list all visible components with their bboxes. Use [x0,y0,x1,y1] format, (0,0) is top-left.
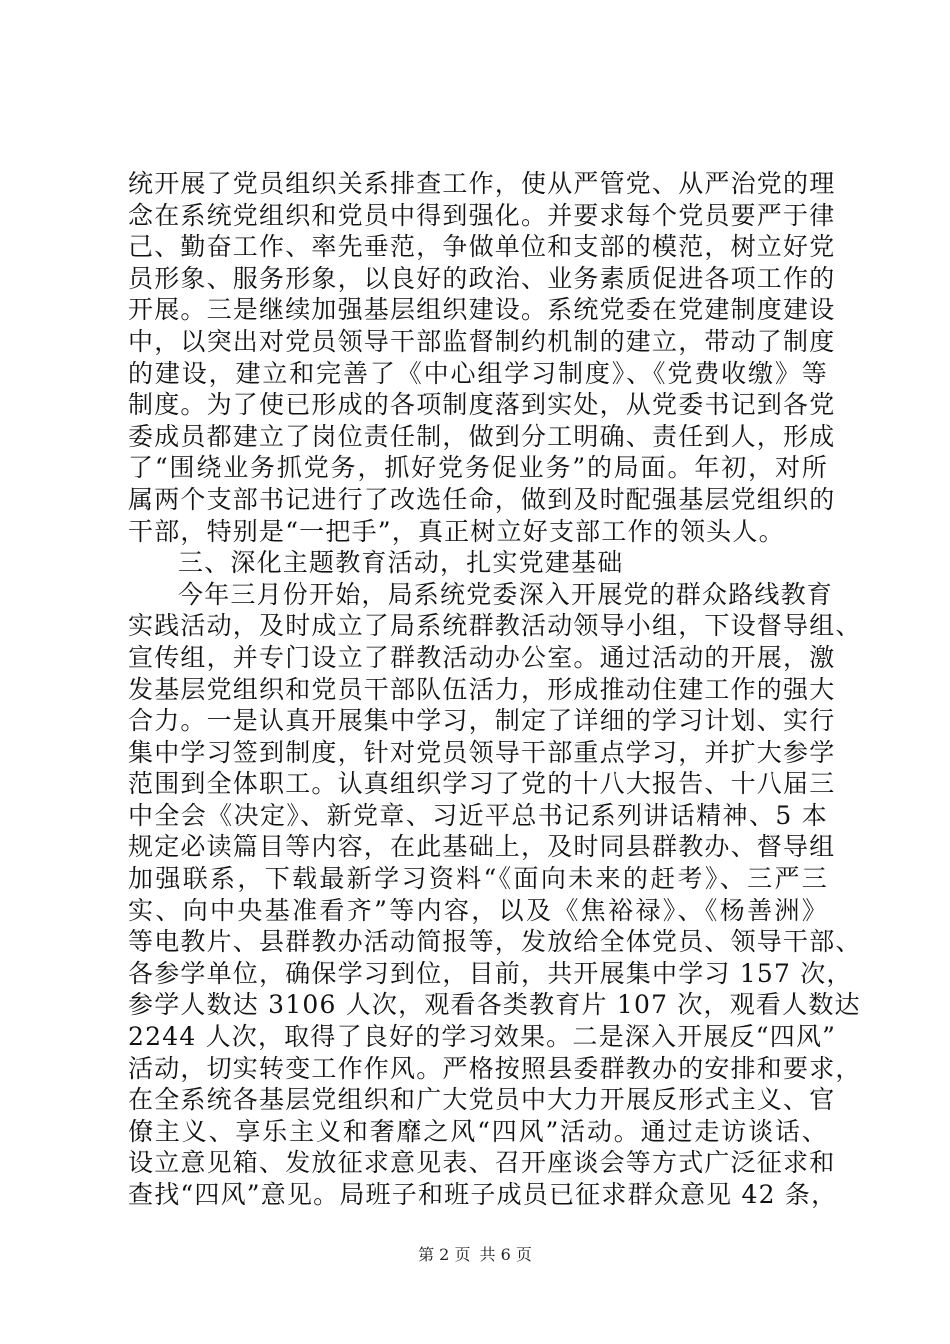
text-line: 中，以突出对党员领导干部监督制约机制的建立，带动了制度 [128,326,836,356]
text-line: 各参学单位，确保学习到位，目前，共开展集中学习 157 次， [128,958,853,988]
text-line: 2244 人次，取得了良好的学习效果。二是深入开展反“四风” [128,1022,837,1052]
text-line: 的建设，建立和完善了《中心组学习制度》、《党费收缴》等 [128,358,828,388]
text-line: 念在系统党组织和党员中得到强化。并要求每个党员要严于律 [128,200,836,230]
text-line: 己、勤奋工作、率先垂范，争做单位和支部的模范，树立好党 [128,232,836,262]
text-line: 今年三月份开始，局系统党委深入开展党的群众路线教育 [178,579,834,609]
text-line: 查找“四风”意见。局班子和班子成员已征求群众意见 42 条， [128,1180,838,1209]
text-line: 活动，切实转变工作作风。严格按照县委群教办的安排和要求， [128,1053,862,1083]
document-body [128,168,862,1211]
page-total: 共 6 页 [479,1245,532,1264]
text-line: 在全系统各基层党组织和广大党员中大力开展反形式主义、官 [128,1085,836,1115]
text-line: 合力。一是认真开展集中学习，制定了详细的学习计划、实行 [128,706,836,736]
text-line: 干部，特别是“一把手”，真正树立好支部工作的领头人。 [128,516,785,546]
text-line: 集中学习签到制度，针对党员领导干部重点学习，并扩大参学 [128,737,836,767]
text-line: 实践活动，及时成立了局系统群教活动领导小组，下设督导组、 [128,611,862,641]
page-footer [0,1242,950,1265]
text-line: 参学人数达 3106 人次，观看各类教育片 107 次，观看人数达 [128,990,861,1020]
page-number: 第 2 页 [418,1245,471,1264]
text-line: 等电教片、县群教办活动简报等，发放给全体党员、领导干部、 [128,927,862,957]
text-line: 宣传组，并专门设立了群教活动办公室。通过活动的开展，激 [128,642,836,672]
text-line: 中全会《决定》、新党章、习近平总书记系列讲话精神、5 本 [128,800,828,830]
text-line: 制度。为了使已形成的各项制度落到实处，从党委书记到各党 [128,390,836,420]
text-line: 实、向中央基准看齐”等内容，以及《焦裕禄》、《杨善洲》 [128,895,828,925]
text-line: 僚主义、享乐主义和奢靡之风“四风”活动。通过走访谈话、 [128,1116,828,1146]
text-line: 统开展了党员组织关系排查工作，使从严管党、从严治党的理 [128,169,836,198]
text-line: 设立意见箱、发放征求意见表、召开座谈会等方式广泛征求和 [128,1148,836,1178]
text-line: 委成员都建立了岗位责任制，做到分工明确、责任到人，形成 [128,421,836,451]
text-line: 加强联系，下载最新学习资料“《面向未来的赶考》、三严三 [128,864,828,894]
text-line: 属两个支部书记进行了改选任命，做到及时配强基层党组织的 [128,484,836,514]
text-line: 了“围绕业务抓党务，抓好党务促业务”的局面。年初，对所 [128,453,828,483]
text-line: 开展。三是继续加强基层组织建设。系统党委在党建制度建设 [128,295,836,325]
text-line: 员形象、服务形象，以良好的政治、业务素质促进各项工作的 [128,263,836,293]
text-line: 范围到全体职工。认真组织学习了党的十八大报告、十八届三 [128,769,836,799]
text-line: 规定必读篇目等内容，在此基础上，及时同县群教办、督导组 [128,832,836,862]
section-heading: 三、深化主题教育活动，扎实党建基础 [178,548,624,578]
text-line: 发基层党组织和党员干部队伍活力，形成推动住建工作的强大 [128,674,836,704]
